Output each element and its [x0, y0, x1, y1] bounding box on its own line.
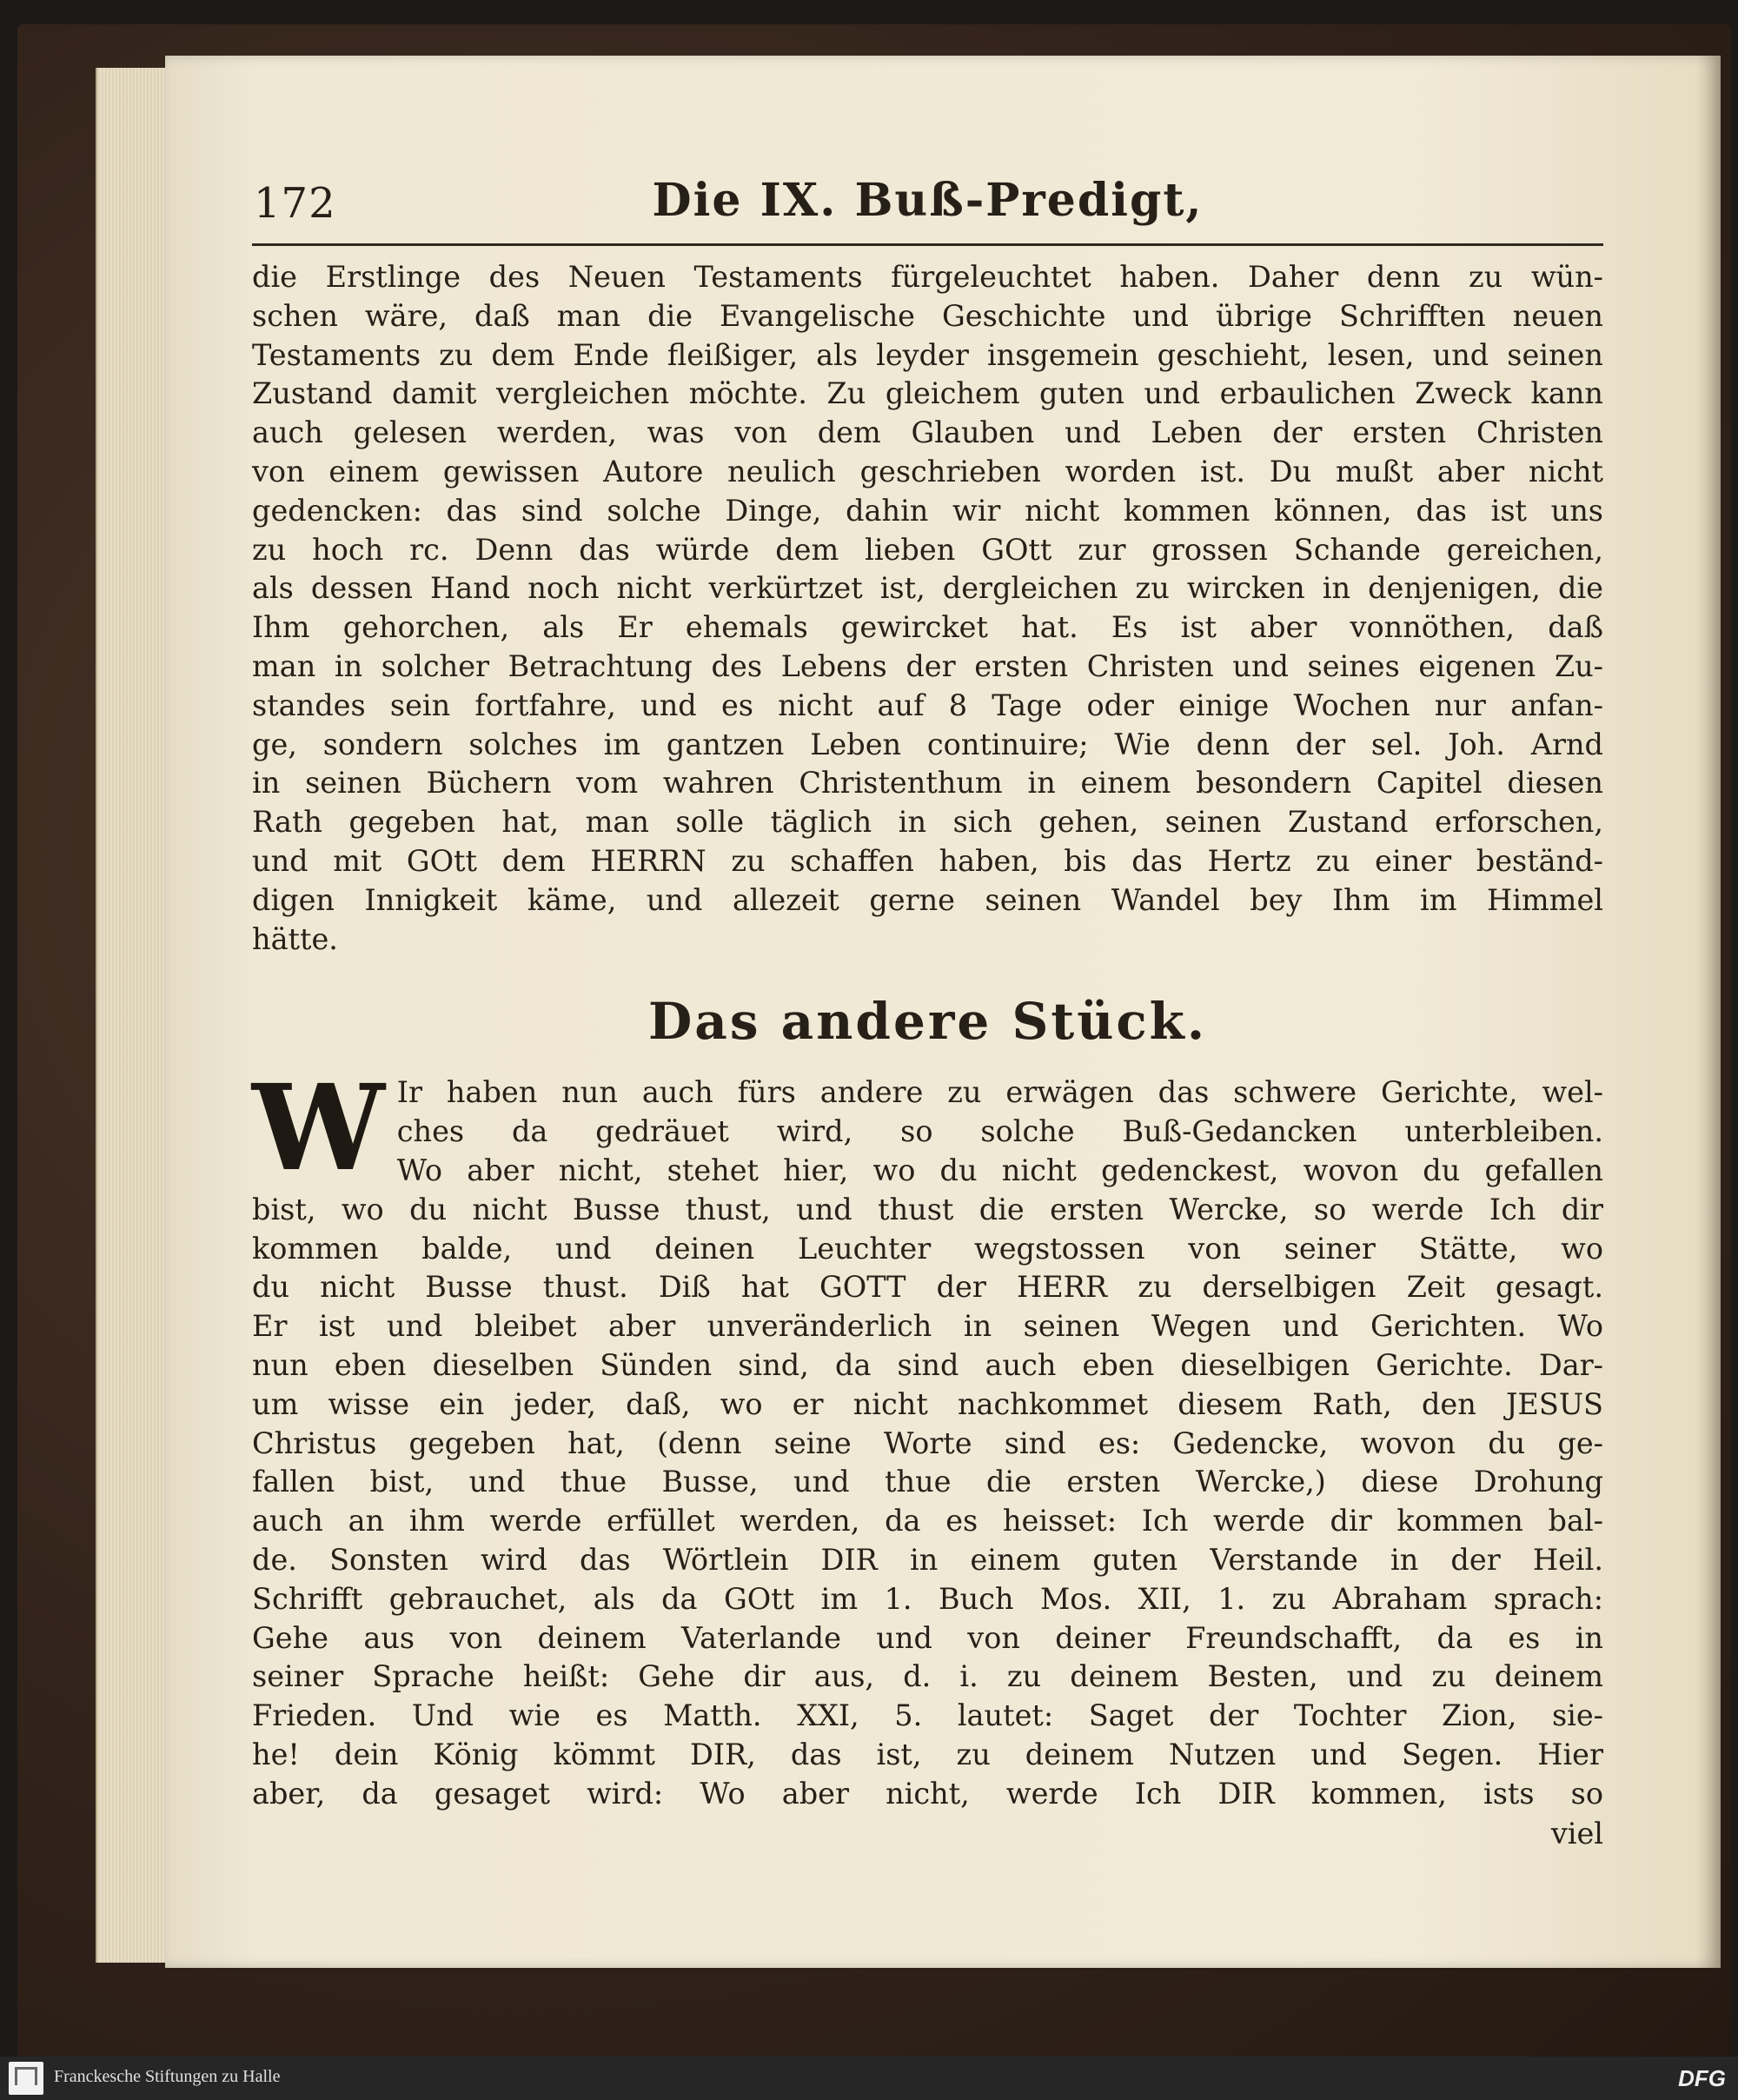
text-line: standes sein fortfahre, und es nicht auf 8 Tage oder einige Wochen nur anfan-: [252, 688, 1603, 722]
page-edges: [96, 68, 176, 1963]
text-line: kommen balde, und deinen Leuchter wegstossen von seiner Stätte, wo: [252, 1231, 1603, 1266]
text-line: de. Sonsten wird das Wörtlein DIR in einem guten Verstande in der Heil.: [252, 1542, 1603, 1577]
text-line: Testaments zu dem Ende fleißiger, als leyder insgemein geschieht, lesen, und seinen: [252, 337, 1603, 372]
institution-logo-icon: [9, 2062, 43, 2095]
paragraph-1: [252, 258, 1603, 959]
text-line: Gehe aus von deinem Vaterlande und von deiner Freundschafft, da es in: [252, 1620, 1603, 1655]
text-line: von einem gewissen Autore neulich geschrieben worden ist. Du mußt aber nicht: [252, 454, 1603, 488]
text-line: seiner Sprache heißt: Gehe dir aus, d. i. zu deinem Besten, und zu deinem: [252, 1659, 1603, 1694]
page-number: 172: [254, 179, 336, 228]
text-line: Ir haben nun auch fürs andere zu erwägen das schwere Gerichte, wel-: [396, 1075, 1603, 1110]
text-line: bist, wo du nicht Busse thust, und thust die ersten Wercke, so werde Ich dir: [252, 1192, 1603, 1226]
text-line: um wisse ein jeder, daß, wo er nicht nachkommet diesem Rath, den JESUS: [252, 1386, 1603, 1421]
footer-institution: Franckesche Stiftungen zu Halle: [54, 2067, 281, 2086]
text-line: he! dein König kömmt DIR, das ist, zu deinem Nutzen und Segen. Hier: [252, 1737, 1603, 1771]
footer-bar: [0, 2057, 1738, 2100]
text-line: schen wäre, daß man die Evangelische Geschichte und übrige Schrifften neuen: [252, 298, 1603, 333]
dfg-badge: DFG: [1678, 2065, 1726, 2091]
text-line: Ihm gehorchen, als Er ehemals gewircket hat. Es ist aber vonnöthen, daß: [252, 610, 1603, 645]
drop-cap: W: [252, 1059, 385, 1199]
running-head: [252, 165, 1603, 236]
text-line: gedencken: das sind solche Dinge, dahin wir nicht kommen können, das ist uns: [252, 493, 1603, 528]
text-line: man in solcher Betrachtung des Lebens der ersten Christen und seines eigenen Zu-: [252, 648, 1603, 683]
paragraph-2: [252, 1059, 1603, 1813]
catchword: viel: [1550, 1817, 1603, 1851]
text-line: Zustand damit vergleichen möchte. Zu gleichem guten und erbaulichen Zweck kann: [252, 376, 1603, 411]
text-line: ge, sondern solches im gantzen Leben continuire; Wie denn der sel. Joh. Arnd: [252, 727, 1603, 761]
text-line: die Erstlinge des Neuen Testaments fürgeleuchtet haben. Daher denn zu wün-: [252, 260, 1603, 294]
text-line: zu hoch rc. Denn das würde dem lieben GOtt zur grossen Schande gereichen,: [252, 532, 1603, 567]
text-line: ches da gedräuet wird, so solche Buß-Gedancken unterbleiben.: [396, 1114, 1603, 1149]
text-line: in seinen Büchern vom wahren Christenthum in einem besondern Capitel diesen: [252, 766, 1603, 801]
page-gutter-shadow: [1696, 56, 1721, 1968]
text-line: du nicht Busse thust. Diß hat GOTT der HERR zu derselbigen Zeit gesagt.: [252, 1270, 1603, 1305]
text-line: auch an ihm werde erfüllet werden, da es heisset: Ich werde dir kommen bal-: [252, 1504, 1603, 1538]
text-line: aber, da gesaget wird: Wo aber nicht, werde Ich DIR kommen, ists so: [252, 1776, 1603, 1811]
header-rule: [252, 243, 1603, 246]
text-line: hätte.: [252, 921, 338, 956]
text-line: Christus gegeben hat, (denn seine Worte sind es: Gedencke, wovon du ge-: [252, 1425, 1603, 1460]
text-line: als dessen Hand noch nicht verkürtzet ist, dergleichen zu wircken in denjenigen, die: [252, 571, 1603, 606]
text-line: digen Innigkeit käme, und allezeit gerne seinen Wandel bey Ihm im Himmel: [252, 882, 1603, 917]
text-line: und mit GOtt dem HERRN zu schaffen haben, bis das Hertz zu einer beständ-: [252, 843, 1603, 878]
text-line: Rath gegeben hat, man solle täglich in sich gehen, seinen Zustand erforschen,: [252, 805, 1603, 840]
text-line: fallen bist, und thue Busse, und thue die ersten Wercke,) diese Drohung: [252, 1465, 1603, 1499]
text-line: Frieden. Und wie es Matth. XXI, 5. lautet: Saget der Tochter Zion, sie-: [252, 1698, 1603, 1733]
section-title: Das andere Stück.: [647, 992, 1208, 1052]
text-line: Schrifft gebrauchet, als da GOtt im 1. Buch Mos. XII, 1. zu Abraham sprach:: [252, 1581, 1603, 1616]
text-line: Er ist und bleibet aber unveränderlich in seinen Wegen und Gerichten. Wo: [252, 1309, 1603, 1344]
text-line: nun eben dieselben Sünden sind, da sind auch eben dieselbigen Gerichte. Dar-: [252, 1347, 1603, 1382]
paragraph-2-lines: [252, 1059, 1603, 1813]
text-line: auch gelesen werden, was von dem Glauben und Leben der ersten Christen: [252, 415, 1603, 450]
text-line: Wo aber nicht, stehet hier, wo du nicht gedenckest, wovon du gefallen: [396, 1153, 1603, 1187]
page-heading: Die IX. Buß-Predigt,: [652, 174, 1204, 227]
text-block: [252, 165, 1603, 1854]
